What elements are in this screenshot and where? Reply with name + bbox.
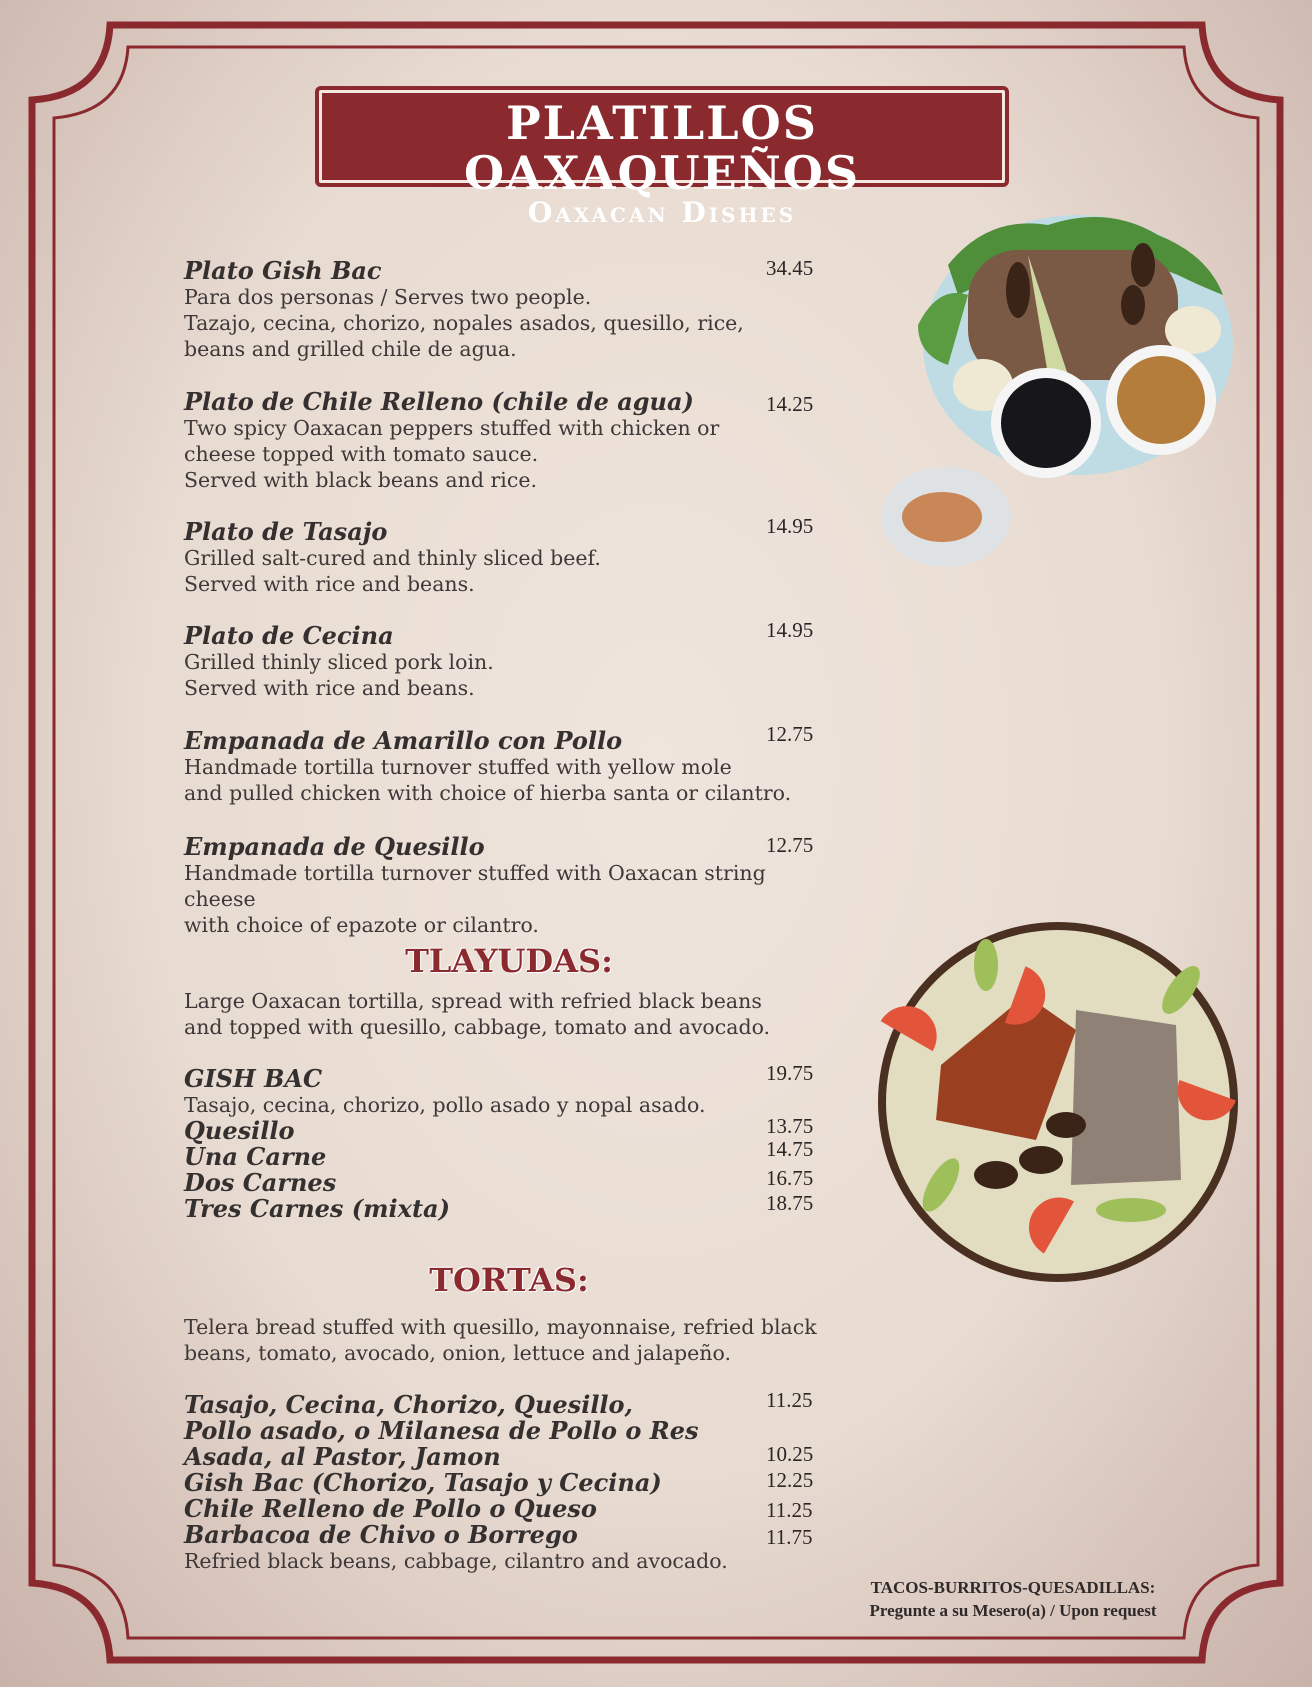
dish-name: Gish Bac (Chorizo, Tasajo y Cecina) (184, 1468, 662, 1497)
tortas-list (184, 1392, 834, 1574)
footer-line: Pregunte a su Mesero(a) / Upon request (869, 1601, 1157, 1620)
platter-photo (878, 205, 1238, 580)
dish-name: Plato de Chile Relleno (chile de agua) (184, 387, 694, 416)
dish-name: Tres Carnes (mixta) (184, 1194, 450, 1223)
dish-name: Una Carne (184, 1142, 327, 1171)
dish-price: 16.75 (766, 1166, 814, 1190)
dish-name: Dos Carnes (184, 1168, 337, 1197)
dish-item (184, 258, 834, 362)
dish-item (184, 728, 834, 806)
dish-desc: beans and grilled chile de agua. (184, 337, 517, 361)
dish-price: 13.75 (766, 1114, 814, 1138)
dish-desc: cheese topped with tomato sauce. (184, 442, 539, 466)
dish-desc: Served with rice and beans. (184, 572, 475, 596)
dish-price: 11.25 (766, 1498, 813, 1522)
dish-name: Asada, al Pastor, Jamon (184, 1442, 501, 1471)
dish-price: 14.95 (766, 514, 814, 538)
dish-desc: Tasajo, cecina, chorizo, pollo asado y nopal asado. (184, 1093, 706, 1117)
tlayuda-photo (876, 920, 1241, 1285)
dish-price: 14.75 (766, 1137, 814, 1161)
dish-item (184, 623, 834, 701)
page-title: PLATILLOS OAXAQUEÑOS (463, 96, 861, 200)
section-desc: and topped with quesillo, cabbage, tomato and avocado. (184, 1015, 771, 1039)
section-desc: Telera bread stuffed with quesillo, mayonnaise, refried black (184, 1315, 817, 1339)
dish-price: 34.45 (766, 256, 814, 280)
dish-name: Empanada de Amarillo con Pollo (184, 726, 623, 755)
tlayuda-gish-bac (184, 1066, 834, 1222)
dish-desc: and pulled chicken with choice of hierba santa or cilantro. (184, 781, 792, 805)
dish-item (184, 389, 834, 493)
footer-note (818, 1576, 1208, 1622)
dish-price: 19.75 (766, 1061, 814, 1085)
dish-desc: Para dos personas / Serves two people. (184, 285, 592, 309)
dish-price: 18.75 (766, 1191, 814, 1215)
dish-desc: with choice of epazote or cilantro. (184, 913, 539, 937)
dish-desc: Refried black beans, cabbage, cilantro and avocado. (184, 1549, 728, 1573)
section-desc: Large Oaxacan tortilla, spread with refried black beans (184, 989, 762, 1013)
section-desc: beans, tomato, avocado, onion, lettuce and jalapeño. (184, 1341, 731, 1365)
dish-name: Plato de Cecina (184, 621, 394, 650)
dish-name: Plato Gish Bac (184, 256, 382, 285)
dish-price: 14.95 (766, 618, 814, 642)
tortas-intro (184, 1314, 834, 1366)
dish-name: GISH BAC (184, 1064, 323, 1093)
dish-price: 14.25 (766, 392, 814, 416)
dish-name: Barbacoa de Chivo o Borrego (184, 1520, 578, 1549)
dish-desc: Handmade tortilla turnover stuffed with Oaxacan string cheese (184, 861, 766, 911)
dish-price: 11.75 (766, 1525, 813, 1549)
dish-price: 10.25 (766, 1442, 814, 1466)
dish-price: 11.25 (766, 1388, 813, 1412)
dish-desc: Served with rice and beans. (184, 676, 475, 700)
footer-line: TACOS-BURRITOS-QUESADILLAS: (870, 1578, 1156, 1597)
dish-price: 12.75 (766, 833, 814, 857)
dish-item (184, 834, 834, 938)
dish-name: Pollo asado, o Milanesa de Pollo o Res (184, 1416, 699, 1445)
dish-desc: Handmade tortilla turnover stuffed with yellow mole (184, 755, 732, 779)
dish-desc: Two spicy Oaxacan peppers stuffed with chicken or (184, 416, 720, 440)
dish-desc: Grilled thinly sliced pork loin. (184, 650, 494, 674)
tlayudas-intro (184, 988, 834, 1040)
section-title-tlayudas: TLAYUDAS: (405, 942, 613, 980)
dish-name: Empanada de Quesillo (184, 832, 485, 861)
dish-name: Plato de Tasajo (184, 517, 388, 546)
page-subtitle: Oaxacan Dishes (527, 196, 797, 229)
section-title-tortas: TORTAS: (429, 1261, 589, 1299)
dish-price: 12.75 (766, 722, 814, 746)
dish-price: 12.25 (766, 1468, 814, 1492)
dish-name: Quesillo (184, 1116, 295, 1145)
dish-item (184, 519, 834, 597)
dish-desc: Served with black beans and rice. (184, 468, 537, 492)
dish-desc: Grilled salt-cured and thinly sliced beef. (184, 546, 601, 570)
dish-desc: Tazajo, cecina, chorizo, nopales asados, quesillo, rice, (184, 311, 744, 335)
title-banner (315, 86, 1009, 229)
dish-name: Tasajo, Cecina, Chorizo, Quesillo, (184, 1390, 633, 1419)
dish-name: Chile Relleno de Pollo o Queso (184, 1494, 597, 1523)
